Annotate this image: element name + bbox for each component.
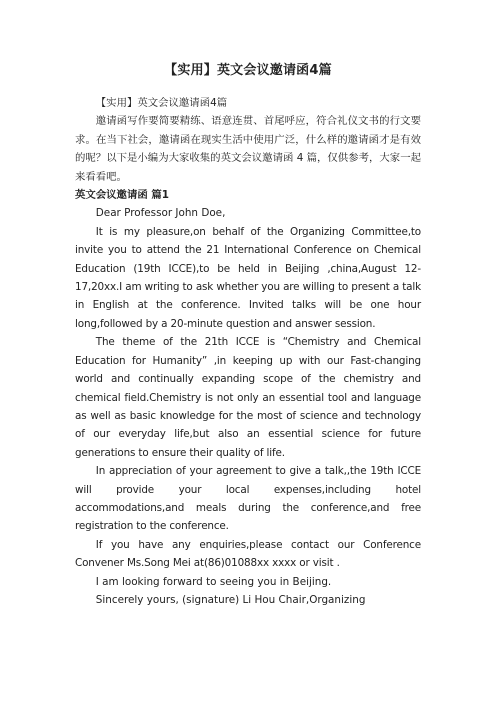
letter-paragraph-6: Sincerely yours, (signature) Li Hou Chair,Organizing bbox=[95, 593, 366, 606]
intro-heading: 【实用】英文会议邀请函4篇 bbox=[95, 97, 228, 109]
intro-paragraph: 邀请函写作要简要精练、语意连贯、首尾呼应，符合礼仪文书的行文要求。在当下社会，邀请函在现实生活中使用广泛，什么样的邀请函才是有效的呢？以下是小编为大家收集的英文会议邀请函 4 篇，仅供参考，大家一起来看看吧。 bbox=[75, 115, 421, 183]
letter-salutation: Dear Professor John Doe, bbox=[95, 207, 226, 220]
letter-paragraph-4: If you have any enquiries,please contact our Conference Convener Ms.Song Mei at(86)01088xx xxxx or visit . bbox=[75, 538, 421, 570]
letter-paragraph-5: I am looking forward to seeing you in Beijing. bbox=[95, 575, 332, 588]
document-title: 【实用】英文会议邀请函4篇 bbox=[164, 63, 332, 78]
letter-paragraph-2: The theme of the 21th ICCE is “Chemistry and Chemical Education for Humanity” ,in keeping up with our Fast-changing world and continually expanding scope of the chemistry and chemical field.Chemistry is not only an essential tool and language as well as basic knowledge for the most of science and technology of our everyday life,but also an essential science for future generations to ensure their quality of life. bbox=[75, 336, 421, 459]
letter-paragraph-3: In appreciation of your agreement to give a talk,,the 19th ICCE will provide your local expenses,including hotel accommodations,and meals during the conference,and free registration to the conference. bbox=[75, 465, 421, 533]
letter-paragraph-1: It is my pleasure,on behalf of the Organizing Committee,to invite you to attend the 21 International Conference on Chemical Education (19th ICCE),to be held in Beijing ,china,August 12-17,20xx.I am writing to ask whether you are willing to present a talk in English at the conference. Invited talks will be one hour long,followed by a 20-minute question and answer session. bbox=[75, 225, 421, 330]
section-heading: 英文会议邀请函 篇1 bbox=[75, 189, 169, 202]
